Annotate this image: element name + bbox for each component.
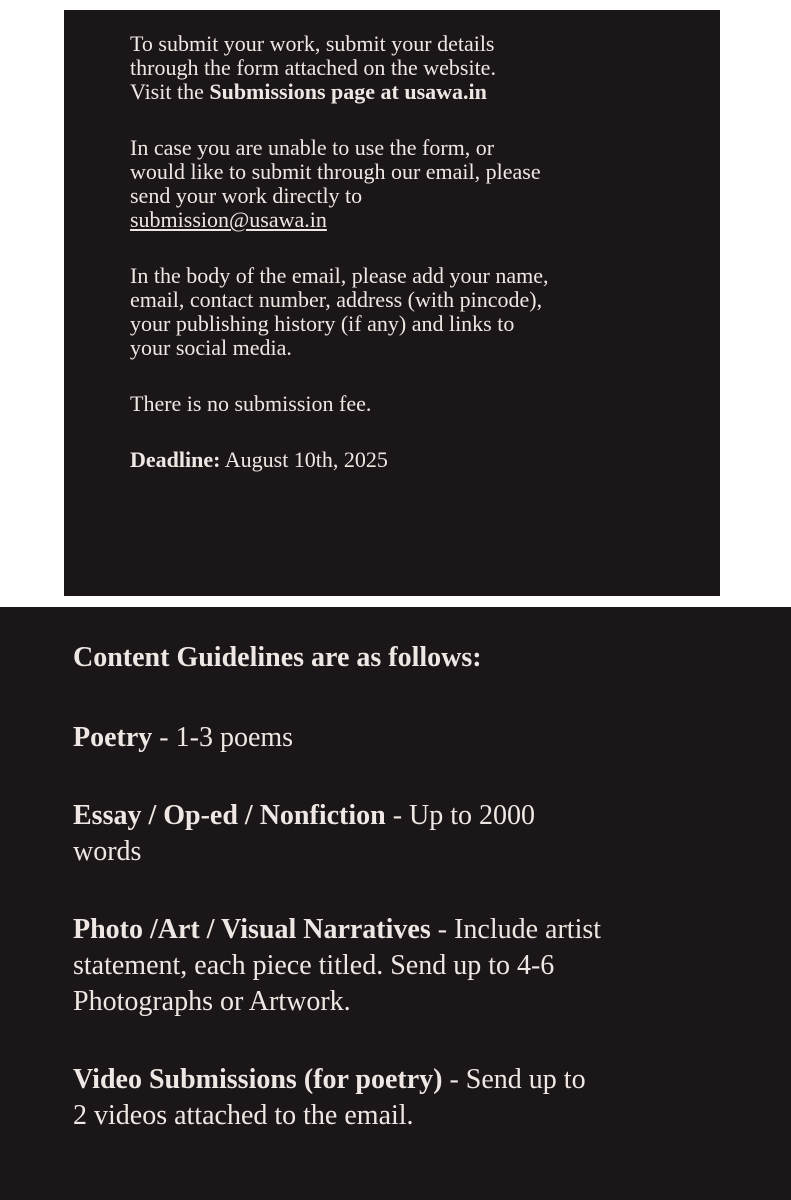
guideline-title: Video Submissions (for poetry) xyxy=(73,1064,443,1095)
content-guidelines-heading xyxy=(73,640,761,676)
guideline-photo-art xyxy=(73,912,761,1020)
email-submission-paragraph xyxy=(130,136,700,232)
submission-fee-text: There is no submission fee. xyxy=(130,391,372,416)
guideline-detail: - Up to 2000 xyxy=(385,800,536,831)
guideline-detail: - Send up to xyxy=(442,1064,586,1095)
guideline-title: Photo /Art / Visual Narratives xyxy=(73,914,431,945)
guideline-detail: 2 videos attached to the email. xyxy=(73,1100,414,1131)
submission-form-line: To submit your work, submit your details xyxy=(130,31,495,56)
deadline-value: August 10th, 2025 xyxy=(220,447,388,472)
email-body-line: email, contact number, address (with pincode), xyxy=(130,287,543,312)
submission-form-line: Visit the xyxy=(130,79,210,104)
guideline-video xyxy=(73,1062,761,1134)
guideline-detail: - Include artist xyxy=(430,914,602,945)
submissions-page-reference: Submissions page at usawa.in xyxy=(209,79,487,104)
content-guidelines-panel xyxy=(0,607,791,1200)
guideline-essay xyxy=(73,798,761,870)
guideline-detail: statement, each piece titled. Send up to 4-6 xyxy=(73,950,555,981)
deadline xyxy=(130,448,700,472)
guideline-title: Essay / Op-ed / Nonfiction xyxy=(73,800,386,831)
guideline-title: Poetry xyxy=(73,722,153,753)
email-body-paragraph xyxy=(130,264,700,360)
submission-form-paragraph xyxy=(130,32,700,104)
submission-email-link[interactable]: submission@usawa.in xyxy=(130,207,327,232)
guideline-detail: words xyxy=(73,836,142,867)
deadline-label: Deadline: xyxy=(130,447,221,472)
submission-form-line: through the form attached on the website. xyxy=(130,55,496,80)
submission-info-panel xyxy=(64,10,720,596)
guideline-poetry xyxy=(73,720,761,756)
email-submission-line: In case you are unable to use the form, or xyxy=(130,135,495,160)
email-body-line: your social media. xyxy=(130,335,292,360)
content-guidelines-heading-text: Content Guidelines are as follows: xyxy=(73,642,482,673)
email-submission-line: send your work directly to xyxy=(130,183,363,208)
guideline-detail: - 1-3 poems xyxy=(152,722,294,753)
email-submission-line: would like to submit through our email, please xyxy=(130,159,541,184)
email-body-line: your publishing history (if any) and links to xyxy=(130,311,515,336)
email-body-line: In the body of the email, please add your name, xyxy=(130,263,549,288)
submission-fee-note xyxy=(130,392,700,416)
guideline-detail: Photographs or Artwork. xyxy=(73,986,351,1017)
